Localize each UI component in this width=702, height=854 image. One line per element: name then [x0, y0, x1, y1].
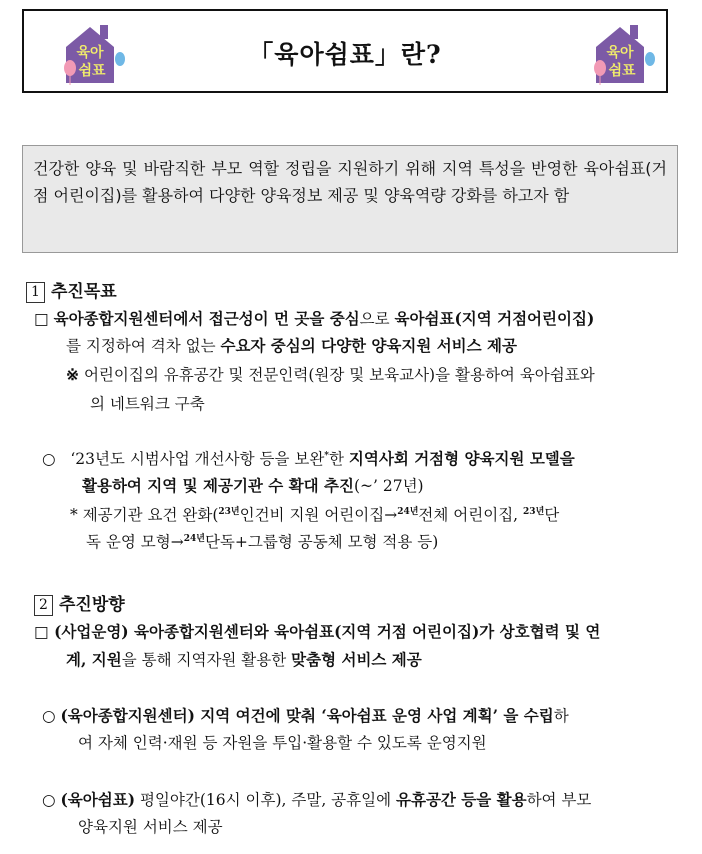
s2-item2-line1: ○ (육아종합지원센터) 지역 여건에 맞춰 ‘육아쉼표 운영 사업 계획’ 을 수립하: [42, 706, 569, 725]
section-2-title: 추진방향: [59, 595, 125, 615]
s1-note2-line1: * 제공기관 요건 완화($^{23년}$인건비 지원 어린이집→$^{24년}$전체 어린이집, $^{23년}$단: [70, 506, 560, 524]
section-1-number: 1: [26, 282, 45, 303]
logo-text-bottom: 쉼표: [608, 63, 636, 79]
circle-bullet: ○: [42, 707, 56, 725]
s2-item2-line2: 여 자체 인력·재원 등 자원을 투입·활용할 수 있도록 운영지원: [78, 734, 487, 752]
asterisk-bullet: *: [70, 506, 78, 524]
section-2-number: 2: [34, 595, 53, 616]
square-bullet: □: [34, 310, 49, 328]
s2-item3-line2: 양육지원 서비스 제공: [78, 818, 223, 836]
circle-bullet: ○: [42, 791, 56, 809]
summary-box: 건강한 양육 및 바람직한 부모 역할 정립을 지원하기 위해 지역 특성을 반영한 육아쉼표(거점 어린이집)를 활용하여 다양한 양육정보 제공 및 양육역량 강화를 하고자 함: [22, 145, 678, 253]
s2-item1-line1: □ (사업운영) 육아종합지원센터와 육아쉼표(지역 거점 어린이집)가 상호협력 및 연: [34, 622, 601, 641]
square-bullet: □: [34, 623, 49, 641]
logo-text-top: 육아: [606, 45, 634, 61]
section-2-heading: [34, 590, 125, 616]
page-title: 「육아쉼표」란?: [248, 40, 442, 69]
s1-item1-line2: 를 지정하여 격차 없는 수요자 중심의 다양한 양육지원 서비스 제공: [66, 336, 517, 355]
section-1-heading: [26, 277, 117, 303]
logo-text-bottom: 쉼표: [78, 63, 106, 79]
circle-bullet: ○: [42, 450, 56, 468]
s1-item2-line1: ○ ‘23년도 시범사업 개선사항 등을 보완*한 지역사회 거점형 양육지원 모델을: [42, 449, 575, 468]
reference-mark: ※: [66, 365, 79, 384]
s2-item3-line1: ○ (육아쉼표) 평일야간(16시 이후), 주말, 공휴일에 유휴공간 등을 활용하여 부모: [42, 790, 592, 809]
logo-text-top: 육아: [76, 45, 104, 61]
s1-item1-line1: □ 육아종합지원센터에서 접근성이 먼 곳을 중심으로 육아쉼표(지역 거점어린이집): [34, 309, 595, 328]
section-1-title: 추진목표: [51, 282, 117, 302]
s1-note2-line2: 독 운영 모형→$^{24년}$단독+그룹형 공동체 모형 적용 등): [86, 533, 439, 551]
s1-note1-line1: ※ 어린이집의 유휴공간 및 전문인력(원장 및 보육교사)을 활용하여 육아쉼표와: [66, 365, 595, 384]
s1-note1-line2: 의 네트워크 구축: [90, 395, 205, 413]
s2-item1-line2: 계, 지원을 통해 지역자원 활용한 맞춤형 서비스 제공: [66, 650, 422, 669]
title-box: [22, 9, 668, 93]
s1-item2-line2: 활용하여 지역 및 제공기관 수 확대 추진(~’ 27년): [82, 476, 424, 495]
